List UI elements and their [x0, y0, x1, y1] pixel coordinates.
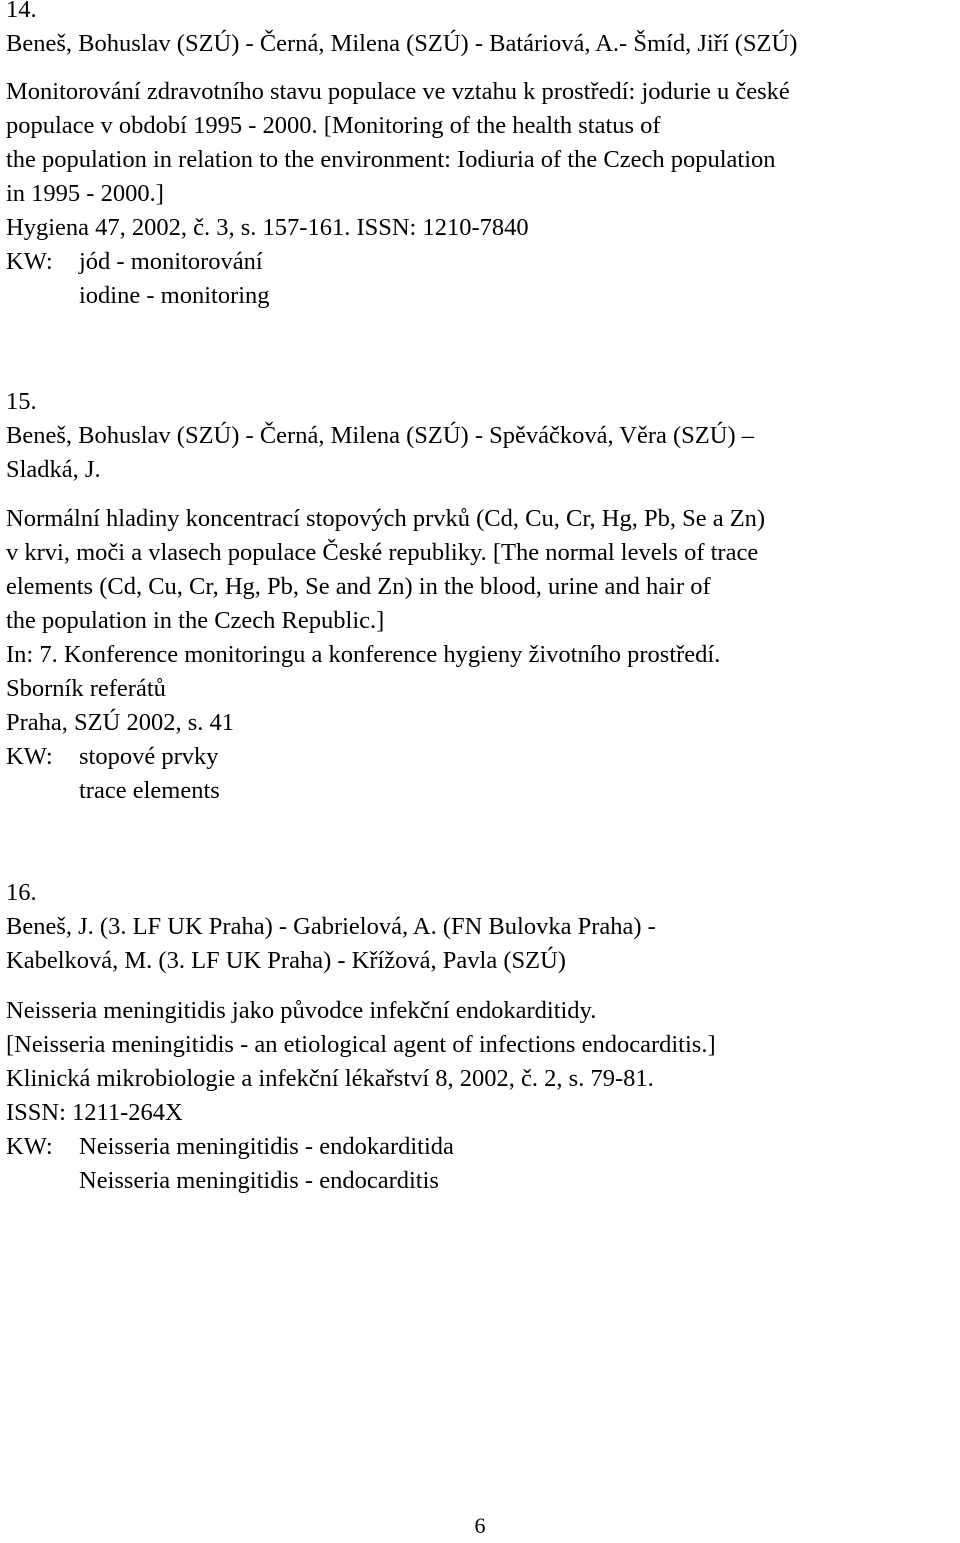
- entry-14-body-line: populace v období 1995 - 2000. [Monitoring of the health status of: [6, 112, 661, 139]
- entry-16-issn: ISSN: 1211-264X: [6, 1099, 183, 1126]
- entry-14-body-line: the population in relation to the environment: Iodiuria of the Czech population: [6, 146, 776, 173]
- entry-15-number: 15.: [6, 388, 37, 415]
- entry-15-source: Praha, SZÚ 2002, s. 41: [6, 709, 234, 736]
- entry-15-source: In: 7. Konference monitoringu a konference hygieny životního prostředí.: [6, 641, 721, 668]
- entry-16-body-line: [Neisseria meningitidis - an etiological agent of infections endocarditis.]: [6, 1031, 716, 1058]
- page-number: 6: [474, 1513, 486, 1538]
- entry-16-authors: Kabelková, M. (3. LF UK Praha) - Křížová, Pavla (SZÚ): [6, 947, 566, 974]
- kw-label: KW:: [6, 1133, 53, 1160]
- entry-16-source: Klinická mikrobiologie a infekční lékařství 8, 2002, č. 2, s. 79-81.: [6, 1065, 654, 1092]
- entry-15-body-line: v krvi, moči a vlasech populace České republiky. [The normal levels of trace: [6, 539, 759, 566]
- entry-16-keywords: [6, 1131, 454, 1163]
- entry-16-body-line: Neisseria meningitidis jako původce infekční endokarditidy.: [6, 997, 597, 1024]
- entry-15-body-line: Normální hladiny koncentrací stopových prvků (Cd, Cu, Cr, Hg, Pb, Se a Zn): [6, 505, 766, 532]
- keyword: Neisseria meningitidis - endocarditis: [79, 1167, 439, 1194]
- entry-16-authors: Beneš, J. (3. LF UK Praha) - Gabrielová, A. (FN Bulovka Praha) -: [6, 913, 656, 940]
- keyword: jód - monitorování: [79, 248, 263, 275]
- keyword: stopové prvky: [79, 743, 219, 770]
- kw-label: KW:: [6, 248, 53, 275]
- entry-14-keywords: [6, 246, 263, 278]
- entry-14-source: Hygiena 47, 2002, č. 3, s. 157-161. ISSN: 1210-7840: [6, 214, 529, 241]
- entry-14-number: 14.: [6, 0, 37, 23]
- entry-15-authors: Beneš, Bohuslav (SZÚ) - Černá, Milena (SZÚ) - Spěváčková, Věra (SZÚ) –: [6, 422, 754, 449]
- entry-16-number: 16.: [6, 879, 37, 906]
- kw-label: KW:: [6, 743, 53, 770]
- keyword: trace elements: [79, 777, 220, 804]
- keyword: iodine - monitoring: [79, 282, 270, 309]
- entry-14-body-line: in 1995 - 2000.]: [6, 180, 164, 207]
- keyword: Neisseria meningitidis - endokarditida: [79, 1133, 454, 1160]
- entry-14-authors: Beneš, Bohuslav (SZÚ) - Černá, Milena (SZÚ) - Batáriová, A.- Šmíd, Jiří (SZÚ): [6, 30, 798, 57]
- entry-15-body-line: the population in the Czech Republic.]: [6, 607, 385, 634]
- entry-15-body-line: elements (Cd, Cu, Cr, Hg, Pb, Se and Zn) in the blood, urine and hair of: [6, 573, 711, 600]
- entry-15-authors: Sladká, J.: [6, 456, 101, 483]
- entry-14-body-line: Monitorování zdravotního stavu populace ve vztahu k prostředí: jodurie u české: [6, 78, 790, 105]
- entry-15-source: Sborník referátů: [6, 675, 166, 702]
- entry-15-keywords: [6, 741, 219, 773]
